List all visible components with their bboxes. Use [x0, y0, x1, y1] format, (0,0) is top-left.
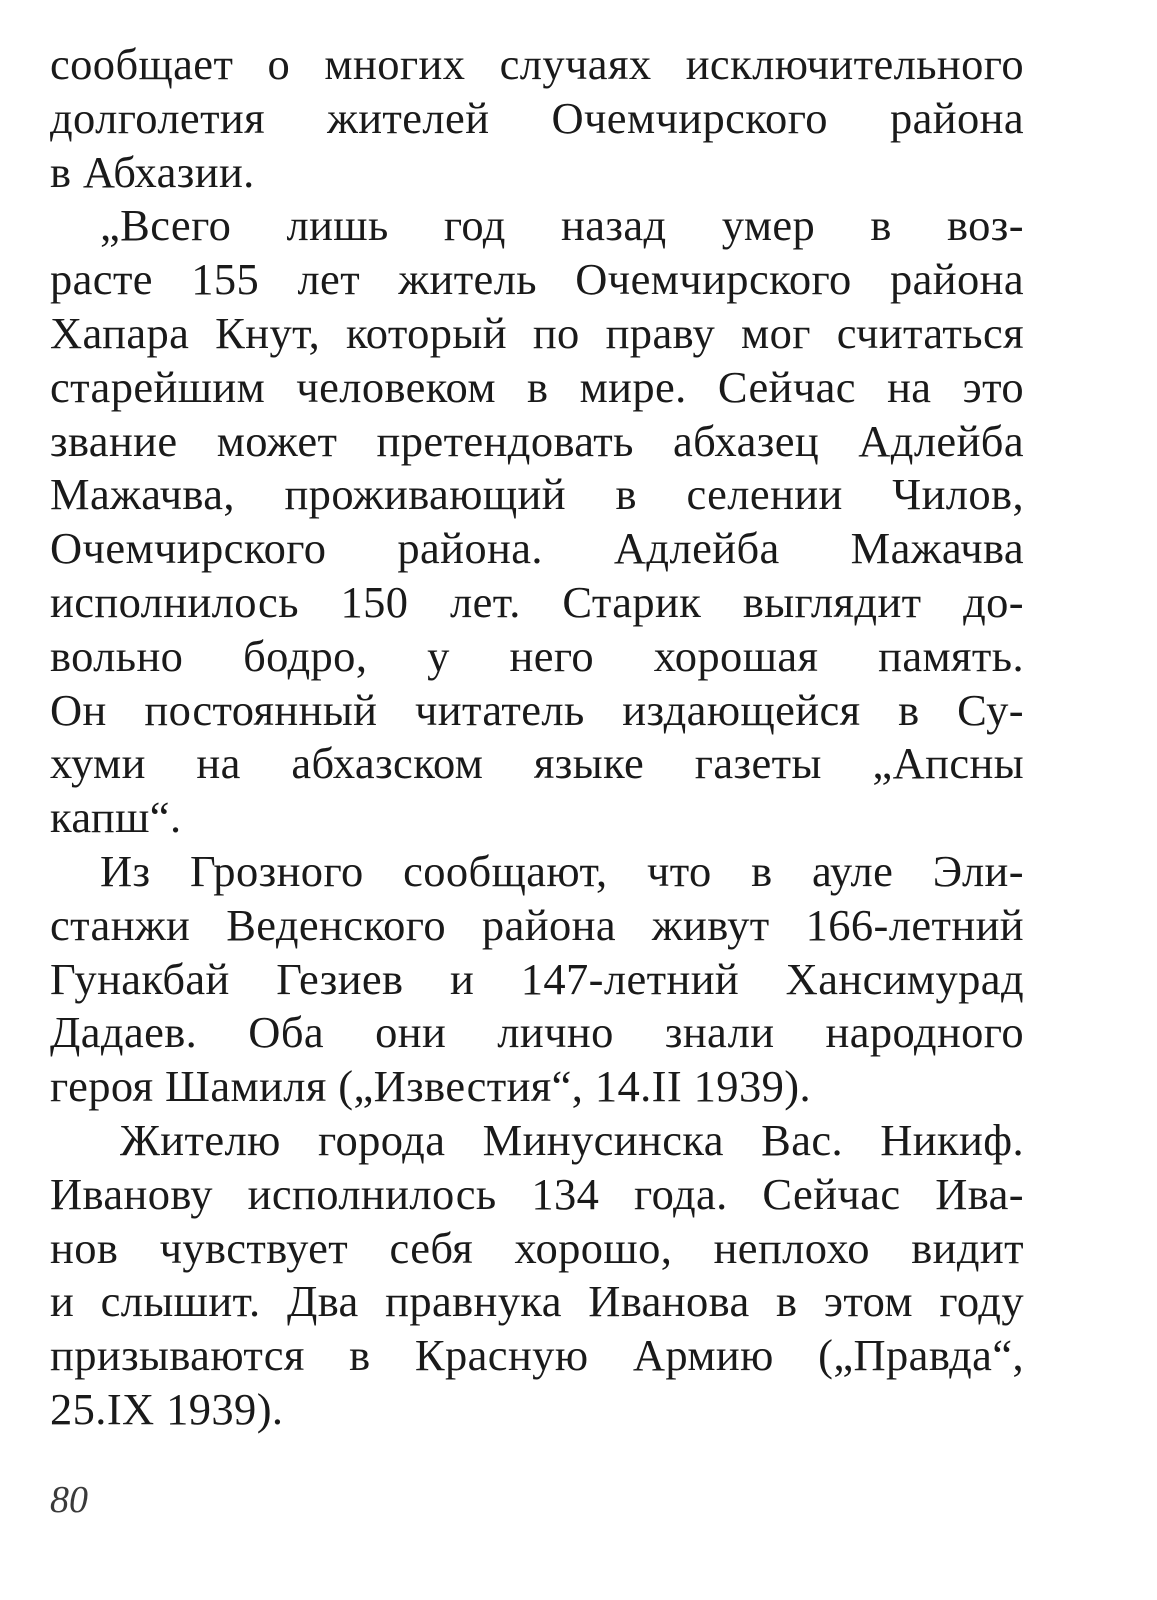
text-line: Из Грозного сообщают, что в ауле Эли-: [100, 845, 1024, 896]
text-line: Жителю города Минусинска Вас. Никиф.: [120, 1114, 1024, 1165]
text-line: Хапара Кнут, который по праву мог считаться: [50, 307, 1024, 358]
text-line: Мажачва, проживающий в селении Чилов,: [50, 469, 1024, 520]
text-line: исполнилось 150 лет. Старик выглядит до-: [50, 576, 1024, 627]
text-line: Он постоянный читатель издающейся в Су-: [50, 684, 1024, 735]
text-line: хуми на абхазском языке газеты „Апсны: [50, 738, 1024, 789]
text-line: Гунакбай Гезиев и 147-летний Хансимурад: [50, 953, 1024, 1004]
paragraph-minusinsk: [50, 1114, 1024, 1437]
text-line: и слышит. Два правнука Иванова в этом году: [50, 1276, 1024, 1327]
text-line: капш“.: [50, 792, 182, 843]
text-line: старейшим человеком в мире. Сейчас на это: [50, 361, 1024, 412]
text-line: Дадаев. Оба они лично знали народного: [50, 1007, 1024, 1058]
text-line: Иванову исполнилось 134 года. Сейчас Ива-: [50, 1168, 1024, 1219]
page-number: 80: [50, 1479, 88, 1521]
paragraph-grozny: [50, 845, 1024, 1114]
text-line: в Абхазии.: [50, 146, 255, 197]
text-line: „Всего лишь год назад умер в воз-: [100, 200, 1024, 251]
text-line: 25.IX 1939).: [50, 1383, 284, 1434]
paragraph-intro: [50, 38, 1024, 199]
text-line: призываются в Красную Армию („Правда“,: [50, 1330, 1024, 1381]
text-line: долголетия жителей Очемчирского района: [50, 92, 1024, 143]
body-text: [50, 38, 1024, 1437]
text-line: героя Шамиля („Известия“, 14.II 1939).: [50, 1061, 811, 1112]
text-line: вольно бодро, у него хорошая память.: [50, 630, 1024, 681]
text-line: Очемчирского района. Адлейба Мажачва: [50, 523, 1024, 574]
text-line: расте 155 лет житель Очемчирского района: [50, 254, 1024, 305]
paragraph-quote-abkhazia: [50, 199, 1024, 845]
text-line: станжи Веденского района живут 166-летний: [50, 899, 1024, 950]
text-line: звание может претендовать абхазец Адлейба: [50, 415, 1024, 466]
text-line: сообщает о многих случаях исключительного: [50, 39, 1024, 89]
text-line: нов чувствует себя хорошо, неплохо видит: [50, 1222, 1024, 1273]
